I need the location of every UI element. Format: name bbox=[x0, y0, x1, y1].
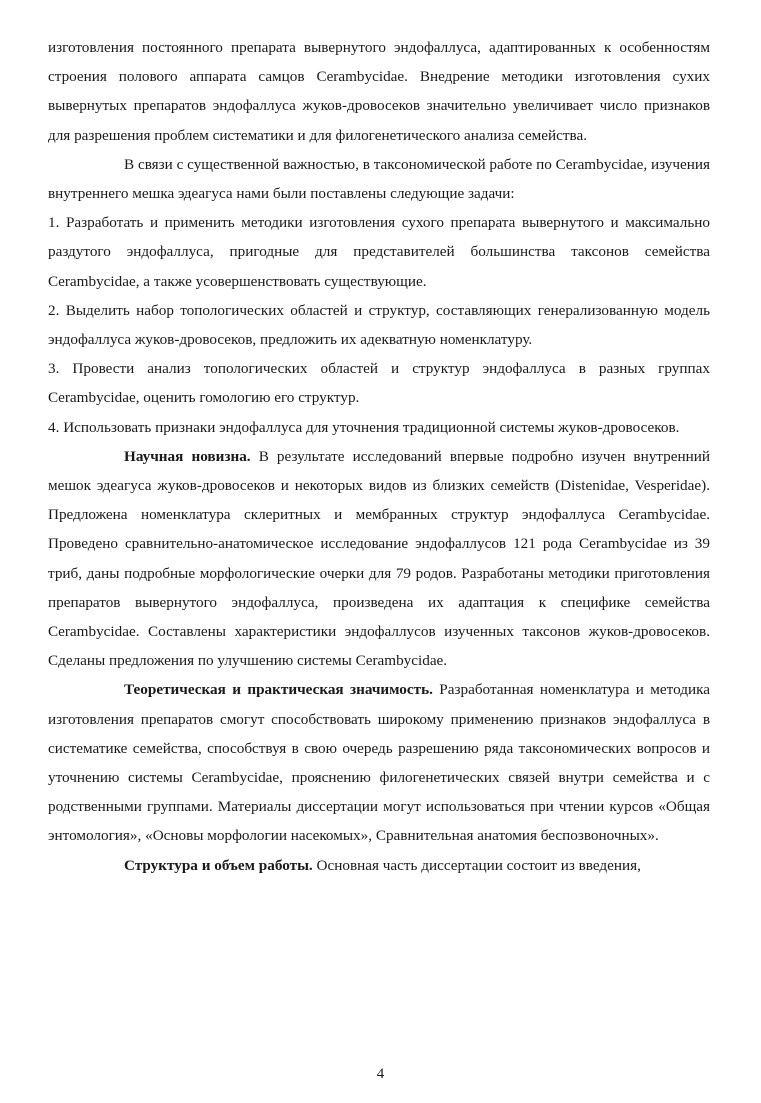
paragraph-significance bbox=[48, 675, 710, 850]
paragraph-tasks-intro: В связи с существенной важностью, в таксономической работе по Cerambycidae, изучения внутреннего мешка эдеагуса нами были поставлены следующие задачи: bbox=[48, 155, 710, 203]
significance-heading: Теоретическая и практическая значимость. bbox=[124, 681, 433, 699]
paragraph-intro-continuation: изготовления постоянного препарата вывернутого эндофаллуса, адаптированных к особенностям строения полового аппарата самцов Cerambycidae. Внедрение методики изготовления сухих вывернутых препаратов эндофаллуса жуков-дровосеков значительно увеличивает число признаков для разрешения проблем систематики и для филогенетического анализа семейства. bbox=[48, 39, 710, 144]
paragraph-structure bbox=[48, 851, 710, 880]
novelty-text: В результате исследований впервые подробно изучен внутренний мешок эдеагуса жуков-дровосеков и некоторых видов из близких семейств (Distenidae, Vesperidae). Предложена номенклатура склеритных и мембранных структур эндофаллуса Cerambycidae. Проведено сравнительно-анатомическое исследование эндофаллусов 121 рода Cerambycidae из 39 триб, даны подробные морфологические очерки для 79 родов. Разработаны методики приготовления препаратов вывернутого эндофаллуса, произведена их адаптация к специфике семейства Cerambycidae. Составлены характеристики эндофаллусов изученных таксонов жуков-дровосеков. Сделаны предложения по улучшению системы Cerambycidae. bbox=[48, 447, 710, 670]
task-item-2: 2. Выделить набор топологических областей и структур, составляющих генерализованную модель эндофаллуса жуков-дровосеков, предложить их адекватную номенклатуру. bbox=[48, 301, 710, 349]
novelty-heading: Научная новизна. bbox=[124, 447, 251, 465]
structure-heading: Структура и объем работы. bbox=[124, 856, 313, 874]
task-item-1: 1. Разработать и применить методики изготовления сухого препарата вывернутого и максимально раздутого эндофаллуса, пригодные для представителей большинства таксонов семейства Cerambycidae, а также усовершенствовать существующие. bbox=[48, 214, 710, 290]
paragraph-novelty bbox=[48, 442, 710, 676]
task-item-3: 3. Провести анализ топологических областей и структур эндофаллуса в разных группах Cerambycidae, оценить гомологию его структур. bbox=[48, 360, 710, 407]
significance-text: Разработанная номенклатура и методика изготовления препаратов смогут способствовать широкому применению признаков эндофаллуса в систематике семейства, способствуя в свою очередь разрешению ряда таксономических вопросов и уточнению системы Cerambycidae, прояснению филогенетических связей внутри семейства и с родственными группами. Материалы диссертации могут использоваться при чтении курсов «Общая энтомология», «Основы морфологии насекомых», Сравнительная анатомия беспозвоночных». bbox=[48, 681, 710, 845]
document-body bbox=[48, 33, 710, 880]
page-number: 4 bbox=[376, 1066, 385, 1082]
structure-text: Основная часть диссертации состоит из введения, bbox=[312, 856, 641, 874]
task-item-4: 4. Использовать признаки эндофаллуса для уточнения традиционной системы жуков-дровосеков. bbox=[48, 418, 680, 436]
